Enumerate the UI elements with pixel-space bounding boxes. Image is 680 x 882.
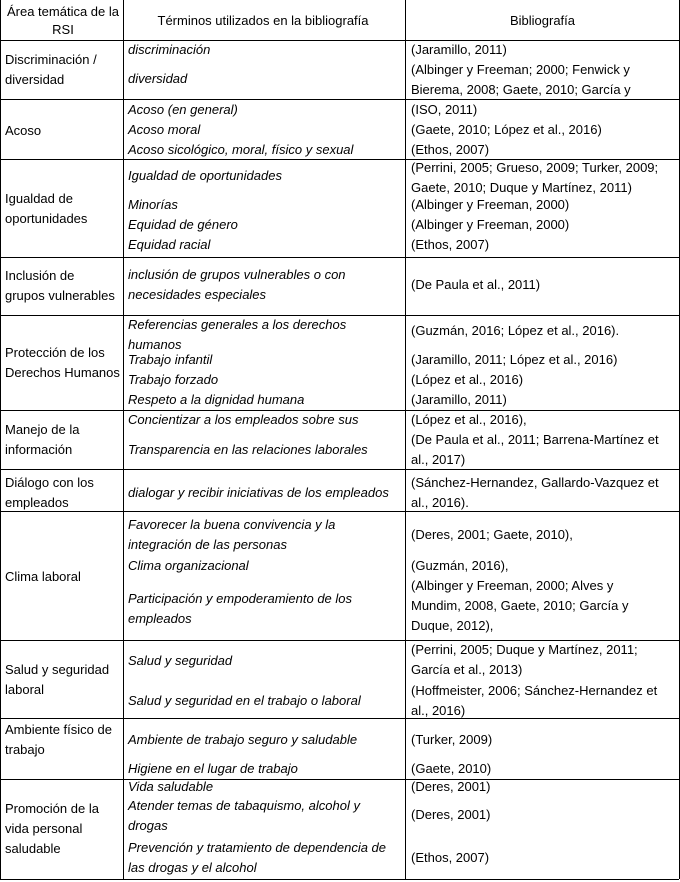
bibliography-entry: al., 2016)	[411, 703, 466, 718]
area-cell: Ambiente físico de	[5, 722, 112, 737]
bibliography-entry: García et al., 2013)	[411, 662, 523, 677]
area-cell: Inclusión de	[5, 268, 75, 283]
area-cell: vida personal	[5, 821, 83, 836]
term-entry: diversidad	[128, 71, 188, 86]
term-entry: Prevención y tratamiento de dependencia de	[128, 840, 387, 855]
area-cell: empleados	[5, 495, 69, 510]
bibliography-entry: (López et al., 2016)	[411, 372, 524, 387]
term-entry: Igualdad de oportunidades	[128, 168, 282, 183]
bibliography-entry: (Perrini, 2005; Grueso, 2009; Turker, 2009;	[411, 160, 659, 175]
term-entry: Participación y empoderamiento de los	[128, 591, 353, 606]
term-entry: discriminación	[128, 42, 211, 57]
bibliography-entry: (De Paula et al., 2011; Barrena-Martínez et	[411, 432, 659, 447]
bibliography-entry: (López et al., 2016),	[411, 412, 527, 427]
bibliography-entry: (Albinger y Freeman, 2000)	[411, 217, 570, 232]
area-cell: Derechos Humanos	[5, 365, 120, 380]
term-entry: Clima organizacional	[128, 558, 249, 573]
row-divider	[0, 40, 679, 41]
bibliography-entry: (Gaete, 2010; López et al., 2016)	[411, 122, 602, 137]
column-divider	[405, 0, 406, 879]
area-cell: Diálogo con los	[5, 475, 94, 490]
area-cell: grupos vulnerables	[5, 288, 115, 303]
area-cell: laboral	[5, 682, 45, 697]
bibliography-entry: (Ethos, 2007)	[411, 142, 490, 157]
row-divider	[0, 879, 679, 880]
bibliography-entry: Duque, 2012),	[411, 618, 494, 633]
bibliography-entry: (Ethos, 2007)	[411, 237, 490, 252]
area-cell: Discriminación /	[5, 52, 97, 67]
bibliography-entry: (Perrini, 2005; Duque y Martínez, 2011;	[411, 642, 638, 657]
term-entry: Vida saludable	[128, 779, 214, 794]
term-entry: dialogar y recibir iniciativas de los empleados	[128, 485, 389, 500]
row-divider	[0, 511, 679, 512]
bibliography-entry: (Hoffmeister, 2006; Sánchez-Hernandez et	[411, 683, 658, 698]
row-divider	[0, 469, 679, 470]
bibliography-entry: (Albinger y Freeman; 2000; Fenwick y	[411, 62, 630, 77]
area-cell: trabajo	[5, 742, 45, 757]
column-divider	[0, 0, 1, 879]
header-area-line2: RSI	[52, 22, 74, 37]
term-entry: Equidad racial	[128, 237, 211, 252]
area-cell: Manejo de la	[5, 422, 80, 437]
area-cell: Igualdad de	[5, 191, 73, 206]
term-entry: Equidad de género	[128, 217, 238, 232]
bibliography-entry: al., 2016).	[411, 495, 469, 510]
term-entry: Higiene en el lugar de trabajo	[128, 761, 298, 776]
term-entry: Salud y seguridad en el trabajo o laboral	[128, 693, 361, 708]
term-entry: Acoso (en general)	[128, 102, 238, 117]
bibliography-entry: (ISO, 2011)	[411, 102, 478, 117]
term-entry: Favorecer la buena convivencia y la	[128, 517, 336, 532]
term-entry: necesidades especiales	[128, 287, 267, 302]
area-cell: Protección de los	[5, 345, 105, 360]
area-cell: Salud y seguridad	[5, 662, 110, 677]
bibliography-entry: (Albinger y Freeman, 2000)	[411, 197, 570, 212]
row-divider	[0, 257, 679, 258]
term-entry: Ambiente de trabajo seguro y saludable	[128, 732, 358, 747]
term-entry: Acoso moral	[128, 122, 201, 137]
area-cell: Promoción de la	[5, 801, 99, 816]
bibliography-entry: (De Paula et al., 2011)	[411, 277, 541, 292]
column-divider	[123, 0, 124, 879]
bibliography-entry: (Deres, 2001)	[411, 779, 491, 794]
row-divider	[0, 779, 679, 780]
area-cell: saludable	[5, 841, 61, 856]
term-entry: inclusión de grupos vulnerables o con	[128, 267, 346, 282]
bibliography-entry: al., 2017)	[411, 452, 466, 467]
header-area-line1: Área temática de la	[6, 4, 119, 19]
term-entry: las drogas y el alcohol	[128, 860, 257, 875]
bibliography-entry: (Guzmán, 2016; López et al., 2016).	[411, 323, 620, 338]
term-entry: Minorías	[128, 197, 178, 212]
area-cell: diversidad	[5, 72, 65, 87]
area-cell: Clima laboral	[5, 569, 81, 584]
term-entry: integración de las personas	[128, 537, 287, 552]
term-entry: Atender temas de tabaquismo, alcohol y	[128, 798, 360, 813]
bibliography-entry: (Jaramillo, 2011; López et al., 2016)	[411, 352, 618, 367]
term-entry: Trabajo forzado	[128, 372, 219, 387]
term-entry: drogas	[128, 818, 168, 833]
bibliography-entry: (Deres, 2001; Gaete, 2010),	[411, 527, 573, 542]
bibliography-entry: Bierema, 2008; Gaete, 2010; García y	[411, 82, 631, 97]
area-cell: oportunidades	[5, 211, 88, 226]
bibliography-entry: Gaete, 2010; Duque y Martínez, 2011)	[411, 180, 632, 195]
term-entry: Acoso sicológico, moral, físico y sexual	[128, 142, 354, 157]
header-terms: Términos utilizados en la bibliografía	[157, 13, 369, 28]
bibliography-entry: (Guzmán, 2016),	[411, 558, 509, 573]
area-cell: información	[5, 442, 73, 457]
term-entry: Concientizar a los empleados sobre sus	[128, 412, 359, 427]
bibliography-entry: (Turker, 2009)	[411, 732, 493, 747]
term-entry: Referencias generales a los derechos	[128, 317, 347, 332]
term-entry: Respeto a la dignidad humana	[128, 392, 305, 407]
bibliography-entry: (Ethos, 2007)	[411, 850, 490, 865]
header-bibliography: Bibliografía	[509, 13, 576, 28]
bibliography-entry: (Gaete, 2010)	[411, 761, 492, 776]
bibliography-entry: (Sánchez-Hernandez, Gallardo-Vazquez et	[411, 475, 659, 490]
term-entry: humanos	[128, 337, 182, 352]
bibliography-entry: (Deres, 2001)	[411, 807, 491, 822]
bibliography-entry: (Jaramillo, 2011)	[411, 392, 507, 407]
term-entry: Salud y seguridad	[128, 653, 233, 668]
bibliography-entry: Mundim, 2008, Gaete, 2010; García y	[411, 598, 629, 613]
term-entry: empleados	[128, 611, 192, 626]
row-divider	[0, 718, 679, 719]
term-entry: Transparencia en las relaciones laborales	[128, 442, 368, 457]
term-entry: Trabajo infantil	[128, 352, 213, 367]
bibliography-entry: (Jaramillo, 2011)	[411, 42, 507, 57]
area-cell: Acoso	[5, 123, 42, 138]
bibliography-entry: (Albinger y Freeman, 2000; Alves y	[411, 578, 614, 593]
